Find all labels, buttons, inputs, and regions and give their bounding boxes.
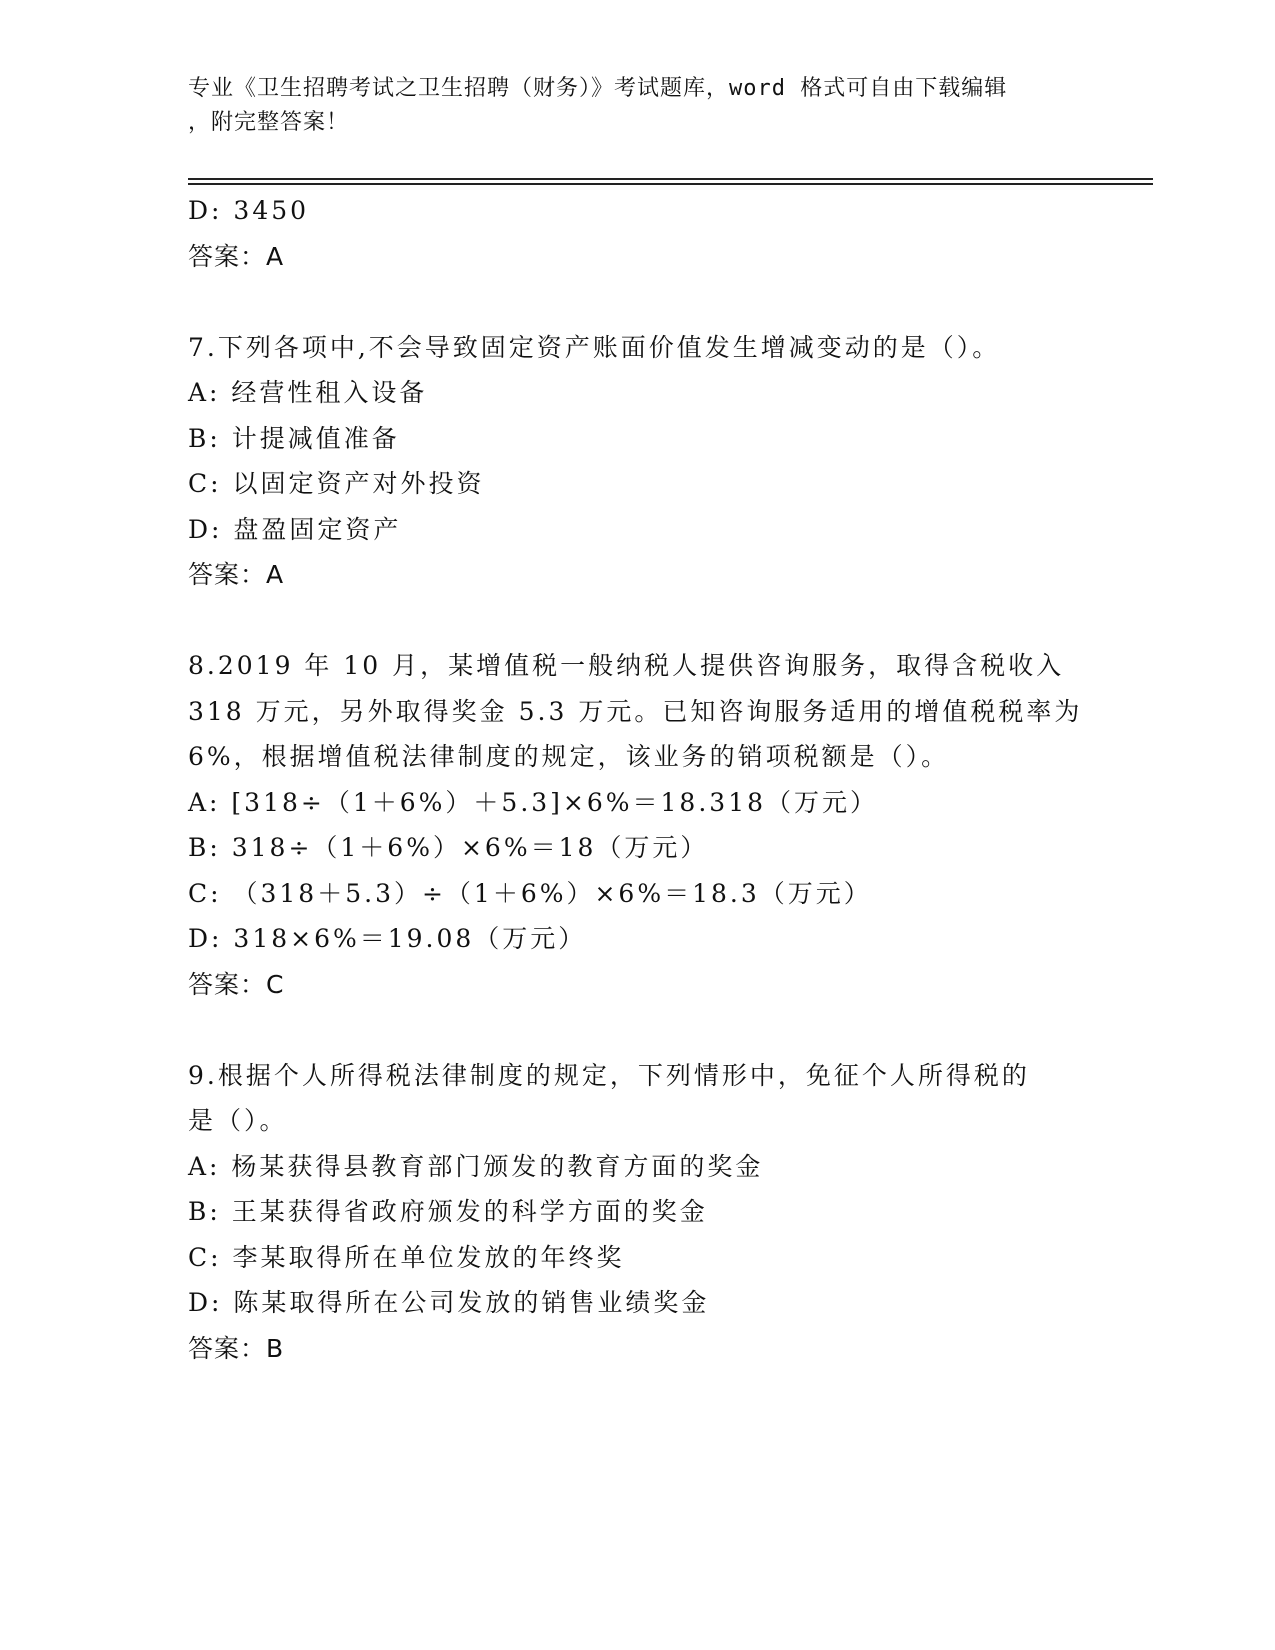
answer: 答案：A: [188, 241, 285, 271]
page-header: [188, 72, 1088, 140]
spacer: [188, 279, 1108, 325]
question-8: [188, 643, 1108, 1007]
question-7: [188, 325, 1108, 598]
option-a: A: 杨某获得县教育部门颁发的教育方面的奖金: [188, 1151, 764, 1181]
option-d: D: 318×6%＝19.08（万元）: [188, 924, 587, 953]
header-divider-top: [188, 178, 1153, 180]
header-title-line-2: ，附完整答案！: [188, 110, 350, 135]
option-b: B: 318÷（1＋6%）×6%＝18（万元）: [188, 833, 709, 862]
header-divider-bottom: [188, 183, 1153, 185]
question-text: 7.下列各项中,不会导致固定资产账面价值发生增减变动的是（）。: [188, 332, 1001, 362]
question-text-line-1: 8.2019 年 10 月，某增值税一般纳税人提供咨询服务，取得含税收入: [188, 651, 1065, 680]
option-a: A: 经营性租入设备: [188, 378, 428, 407]
spacer: [188, 1007, 1108, 1053]
question-text-line-2: 是（）。: [188, 1106, 288, 1135]
option-c: C: （318＋5.3）÷（1＋6%）×6%＝18.3（万元）: [188, 878, 872, 908]
answer: 答案：A: [188, 560, 285, 589]
question-9: [188, 1053, 1108, 1372]
option-a: A: [318÷（1＋6%）＋5.3]×6%＝18.318（万元）: [188, 787, 879, 817]
header-title-line-1: 专业《卫生招聘考试之卫生招聘（财务）》考试题库，word 格式可自由下载编辑: [188, 76, 1008, 101]
answer: 答案：B: [188, 1333, 285, 1363]
option-d: D: 陈某取得所在公司发放的销售业绩奖金: [188, 1288, 710, 1317]
option-c: C: 以固定资产对外投资: [188, 469, 485, 498]
question-text-line-3: 6%，根据增值税法律制度的规定，该业务的销项税额是（）。: [188, 742, 950, 771]
option-b: B: 王某获得省政府颁发的科学方面的奖金: [188, 1197, 708, 1226]
spacer: [188, 598, 1108, 644]
question-text-line-2: 318 万元，另外取得奖金 5.3 万元。已知咨询服务适用的增值税税率为: [188, 696, 1083, 726]
option-d: D: 3450: [188, 196, 310, 225]
answer: 答案：C: [188, 969, 285, 999]
option-d: D: 盘盈固定资产: [188, 514, 402, 544]
option-b: B: 计提减值准备: [188, 423, 400, 453]
option-c: C: 李某取得所在单位发放的年终奖: [188, 1242, 625, 1272]
document-body: [188, 188, 1108, 1371]
question-text-line-1: 9.根据个人所得税法律制度的规定，下列情形中，免征个人所得税的: [188, 1060, 1030, 1090]
previous-question-tail: [188, 188, 1108, 279]
